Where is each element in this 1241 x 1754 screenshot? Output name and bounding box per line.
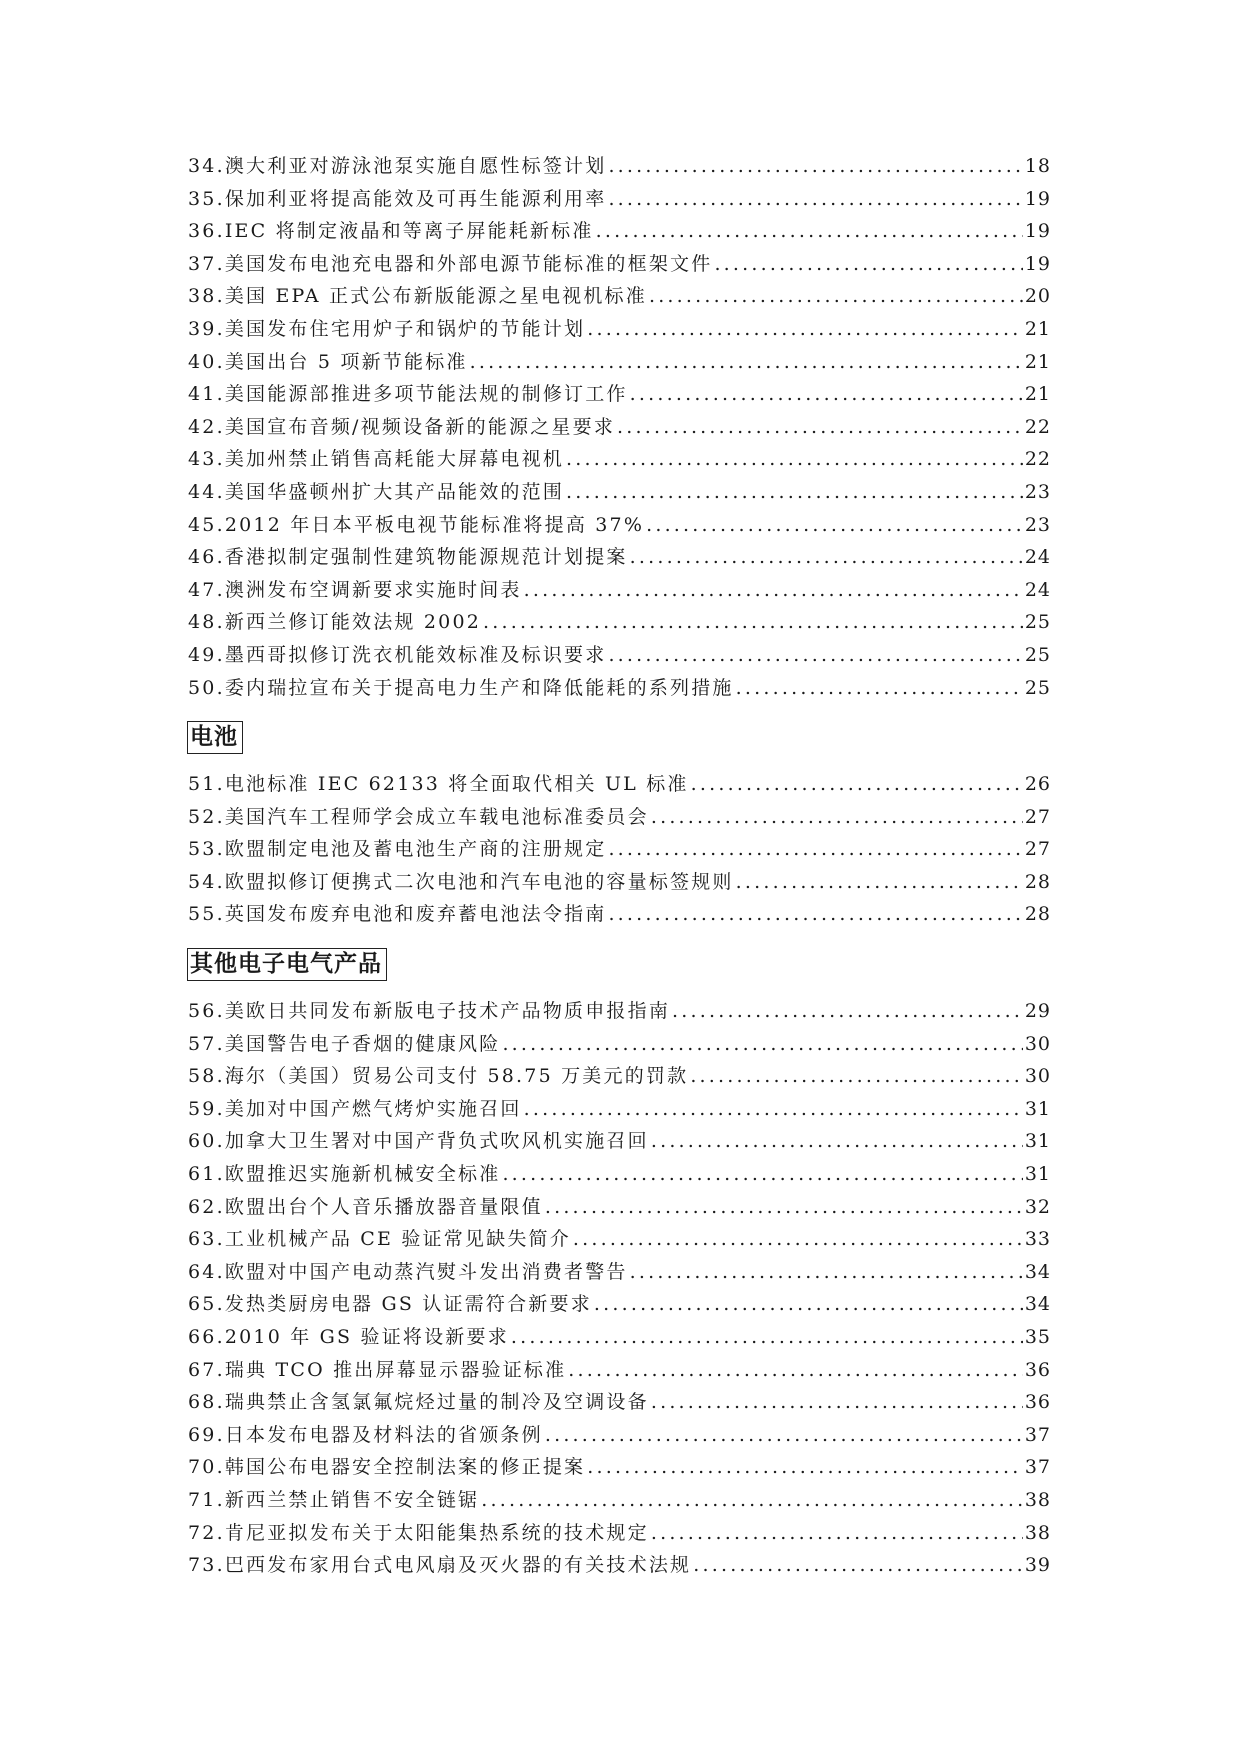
toc-entry[interactable] [188, 606, 1051, 639]
toc-entry-title: 保加利亚将提高能效及可再生能源利用率 [224, 187, 607, 210]
dot-leader [502, 1158, 1022, 1191]
section-heading-row [188, 704, 1051, 768]
toc-entry-number: 53. [188, 838, 225, 861]
toc-entry-number: 43. [188, 448, 225, 471]
toc-entry[interactable] [188, 280, 1051, 313]
toc-entry-title: 韩国公布电器安全控制法案的修正提案 [224, 1456, 586, 1479]
toc-entry-title: 电池标准 IEC 62133 将全面取代相关 UL 标准 [224, 773, 689, 796]
dot-leader [646, 509, 1023, 542]
toc-entry-number: 55. [188, 903, 225, 926]
dot-leader [470, 346, 1023, 379]
toc-entry[interactable] [188, 801, 1051, 834]
dot-leader [587, 313, 1023, 346]
toc-entry[interactable] [188, 215, 1051, 248]
toc-entry-page-number: 32 [1024, 1195, 1051, 1218]
dot-leader [545, 1191, 1023, 1224]
toc-entry-number: 38. [188, 285, 225, 308]
toc-entry[interactable] [188, 476, 1051, 509]
toc-entry[interactable] [188, 1191, 1051, 1224]
dot-leader [483, 606, 1023, 639]
toc-entry-page-number: 25 [1024, 611, 1051, 634]
toc-entry[interactable] [188, 378, 1051, 411]
toc-entry-page-number: 34 [1024, 1260, 1051, 1283]
dot-leader [608, 639, 1022, 672]
toc-entry[interactable] [188, 183, 1051, 216]
toc-entry-title: 美国 EPA 正式公布新版能源之星电视机标准 [224, 285, 647, 308]
toc-entry-page-number: 39 [1024, 1554, 1051, 1577]
dot-leader [608, 898, 1022, 931]
toc-entry-page-number: 35 [1024, 1326, 1051, 1348]
toc-entry-title: 美加州禁止销售高耗能大屏幕电视机 [224, 448, 565, 471]
dot-leader [651, 1386, 1023, 1419]
toc-entry-page-number: 36 [1024, 1358, 1051, 1381]
dot-leader [566, 476, 1023, 509]
toc-entry-title: 美国汽车工程师学会成立车载电池标准委员会 [224, 805, 649, 828]
toc-entry[interactable] [188, 1549, 1051, 1582]
toc-entry-number: 61. [188, 1163, 225, 1186]
toc-entry[interactable] [188, 833, 1051, 866]
toc-entry-number: 37. [188, 252, 225, 275]
toc-entry-number: 39. [188, 317, 225, 340]
toc-entry-title: 瑞典禁止含氢氯氟烷烃过量的制冷及空调设备 [224, 1391, 649, 1414]
toc-entry-number: 49. [188, 643, 225, 666]
toc-entry-title: 2010 年 GS 验证将设新要求 [224, 1326, 509, 1348]
toc-entry-page-number: 28 [1024, 870, 1051, 893]
toc-entry-page-number: 36 [1024, 1391, 1051, 1414]
toc-entry-title: 美国宣布音频/视频设备新的能源之星要求 [224, 415, 616, 438]
toc-entry-number: 50. [188, 676, 225, 699]
toc-entry-page-number: 24 [1024, 578, 1051, 601]
toc-entry-page-number: 38 [1024, 1521, 1051, 1544]
dot-leader [608, 833, 1022, 866]
dot-leader [594, 1288, 1023, 1321]
toc-entry-number: 52. [188, 805, 225, 828]
toc-entry-page-number: 31 [1024, 1130, 1051, 1153]
toc-entry-page-number: 25 [1024, 643, 1051, 666]
toc-entry-page-number: 27 [1024, 838, 1051, 861]
toc-entry-page-number: 37 [1024, 1456, 1051, 1479]
toc-entry[interactable] [188, 509, 1051, 542]
dot-leader [736, 672, 1023, 705]
dot-leader [630, 1256, 1023, 1289]
toc-entry-number: 68. [188, 1391, 225, 1414]
toc-entry-number: 62. [188, 1195, 225, 1218]
toc-entry-page-number: 19 [1024, 187, 1051, 210]
toc-entry-number: 64. [188, 1260, 225, 1283]
toc-entry-title: 美国出台 5 项新节能标准 [224, 350, 468, 373]
toc-entry-title: 美国华盛顿州扩大其产品能效的范围 [224, 480, 565, 503]
toc-entry-number: 48. [188, 611, 225, 634]
toc-entry-title: 美国发布住宅用炉子和锅炉的节能计划 [224, 317, 586, 340]
toc-entry-title: 欧盟出台个人音乐播放器音量限值 [224, 1195, 543, 1218]
dot-leader [693, 1549, 1023, 1582]
toc-entry-page-number: 24 [1024, 546, 1051, 569]
dot-leader [651, 1517, 1023, 1550]
toc-entry-number: 58. [188, 1065, 225, 1088]
toc-entry-title: 美国能源部推进多项节能法规的制修订工作 [224, 383, 628, 406]
dot-leader [714, 248, 1022, 281]
toc-entry-page-number: 30 [1024, 1065, 1051, 1088]
toc-entry[interactable] [188, 1060, 1051, 1093]
toc-entry[interactable] [188, 411, 1051, 444]
toc-entry[interactable] [188, 1256, 1051, 1289]
toc-entry-title: 加拿大卫生署对中国产背负式吹风机实施召回 [224, 1130, 649, 1153]
toc-entry-number: 40. [188, 350, 225, 373]
toc-entry-number: 56. [188, 1000, 225, 1023]
dot-leader [502, 1028, 1022, 1061]
toc-entry-page-number: 34 [1024, 1293, 1051, 1316]
toc-entry-number: 42. [188, 415, 225, 438]
toc-entry-number: 69. [188, 1423, 225, 1446]
toc-entry[interactable] [188, 1223, 1051, 1256]
dot-leader [587, 1451, 1023, 1484]
dot-leader [608, 150, 1022, 183]
toc-entry-page-number: 31 [1024, 1163, 1051, 1186]
toc-entry-title: 英国发布废弃电池和废弃蓄电池法令指南 [224, 903, 607, 926]
toc-entry-title: 委内瑞拉宣布关于提高电力生产和降低能耗的系列措施 [224, 676, 734, 699]
toc-entry-title: IEC 将制定液晶和等离子屏能耗新标准 [224, 220, 594, 243]
toc-entry-title: 欧盟对中国产电动蒸汽熨斗发出消费者警告 [224, 1260, 628, 1283]
toc-entry-page-number: 18 [1024, 155, 1051, 177]
toc-entry[interactable] [188, 1321, 1051, 1354]
toc-entry-number: 34. [188, 155, 225, 177]
toc-entry[interactable] [188, 574, 1051, 607]
toc-entry-number: 70. [188, 1456, 225, 1479]
toc-entry-number: 47. [188, 578, 225, 601]
dot-leader [511, 1321, 1023, 1354]
toc-entry-title: 工业机械产品 CE 验证常见缺失简介 [224, 1228, 571, 1251]
toc-entry[interactable] [188, 672, 1051, 705]
toc-entry[interactable] [188, 313, 1051, 346]
toc-entry-title: 新西兰修订能效法规 2002 [224, 611, 482, 634]
toc-entry-number: 41. [188, 383, 225, 406]
toc-entry-title: 香港拟制定强制性建筑物能源规范计划提案 [224, 546, 628, 569]
toc-entry-page-number: 28 [1024, 903, 1051, 926]
toc-entry-title: 瑞典 TCO 推出屏幕显示器验证标准 [224, 1358, 567, 1381]
dot-leader [524, 1093, 1023, 1126]
toc-entry-number: 57. [188, 1032, 225, 1055]
toc-entry[interactable] [188, 768, 1051, 801]
toc-entry-title: 肯尼亚拟发布关于太阳能集热系统的技术规定 [224, 1521, 649, 1544]
toc-entry-title: 澳洲发布空调新要求实施时间表 [224, 578, 522, 601]
toc-entry-page-number: 27 [1024, 805, 1051, 828]
toc-entry-title: 欧盟拟修订便携式二次电池和汽车电池的容量标签规则 [224, 870, 734, 893]
toc-entry-title: 巴西发布家用台式电风扇及灭火器的有关技术法规 [224, 1554, 692, 1577]
toc-entry-page-number: 19 [1024, 252, 1051, 275]
dot-leader [596, 215, 1023, 248]
toc-entry-title: 新西兰禁止销售不安全链锯 [224, 1488, 480, 1511]
dot-leader [608, 183, 1022, 216]
dot-leader [524, 574, 1023, 607]
toc-entry-page-number: 30 [1024, 1032, 1051, 1055]
toc-entry-title: 2012 年日本平板电视节能标准将提高 37% [224, 513, 645, 536]
toc-entry[interactable] [188, 1419, 1051, 1452]
toc-entry-number: 65. [188, 1293, 225, 1316]
toc-entry-title: 墨西哥拟修订洗衣机能效标准及标识要求 [224, 643, 607, 666]
toc-entry[interactable] [188, 1158, 1051, 1191]
toc-entry[interactable] [188, 1288, 1051, 1321]
toc-entry-number: 59. [188, 1097, 225, 1120]
toc-entry-page-number: 25 [1024, 676, 1051, 699]
toc-entry-number: 73. [188, 1554, 225, 1577]
toc-entry[interactable] [188, 248, 1051, 281]
toc-entry-title: 海尔（美国）贸易公司支付 58.75 万美元的罚款 [224, 1065, 689, 1088]
toc-entry-number: 71. [188, 1488, 225, 1511]
dot-leader [690, 1060, 1023, 1093]
toc-entry[interactable] [188, 1386, 1051, 1419]
toc-entry-page-number: 20 [1024, 285, 1051, 308]
toc-entry-page-number: 23 [1024, 480, 1051, 503]
toc-entry[interactable] [188, 1093, 1051, 1126]
toc-entry-title: 欧盟推迟实施新机械安全标准 [224, 1163, 501, 1186]
toc-entry-number: 66. [188, 1326, 225, 1348]
dot-leader [566, 443, 1023, 476]
toc-entry[interactable] [188, 1484, 1051, 1517]
toc-entry-title: 澳大利亚对游泳池泵实施自愿性标签计划 [224, 155, 607, 177]
toc-entry[interactable] [188, 346, 1051, 379]
dot-leader [568, 1354, 1023, 1387]
toc-entry[interactable] [188, 1517, 1051, 1550]
toc-entry-number: 46. [188, 546, 225, 569]
dot-leader [617, 411, 1023, 444]
toc-entry[interactable] [188, 995, 1051, 1028]
dot-leader [651, 1125, 1023, 1158]
toc-entry[interactable] [188, 639, 1051, 672]
toc-entry-number: 72. [188, 1521, 225, 1544]
toc-entry[interactable] [188, 443, 1051, 476]
toc-entry-title: 美欧日共同发布新版电子技术产品物质申报指南 [224, 1000, 671, 1023]
toc-entry-title: 日本发布电器及材料法的省颁条例 [224, 1423, 543, 1446]
toc-entry-title: 美国发布电池充电器和外部电源节能标准的框架文件 [224, 252, 713, 275]
dot-leader [545, 1419, 1023, 1452]
toc-entry-page-number: 22 [1024, 415, 1051, 438]
toc-entry[interactable] [188, 1028, 1051, 1061]
toc-entry-number: 63. [188, 1228, 225, 1251]
section-heading-row [188, 931, 1051, 995]
dot-leader [481, 1484, 1023, 1517]
toc-entry-page-number: 21 [1024, 383, 1051, 406]
toc-entry-number: 54. [188, 870, 225, 893]
section-heading: 其他电子电气产品 [187, 948, 387, 981]
toc-entry-page-number: 38 [1024, 1488, 1051, 1511]
toc-entry-title: 发热类厨房电器 GS 认证需符合新要求 [224, 1293, 592, 1316]
toc-entry-page-number: 31 [1024, 1097, 1051, 1120]
toc-entry-title: 美加对中国产燃气烤炉实施召回 [224, 1097, 522, 1120]
dot-leader [672, 995, 1023, 1028]
toc-entry[interactable] [188, 898, 1051, 931]
toc-entry-page-number: 37 [1024, 1423, 1051, 1446]
toc-entry-number: 45. [188, 513, 225, 536]
table-of-contents [188, 150, 1051, 1582]
toc-entry-page-number: 19 [1024, 220, 1051, 243]
dot-leader [651, 801, 1023, 834]
dot-leader [649, 280, 1023, 313]
toc-entry-page-number: 23 [1024, 513, 1051, 536]
dot-leader [691, 768, 1023, 801]
toc-entry-page-number: 21 [1024, 317, 1051, 340]
toc-entry-number: 35. [188, 187, 225, 210]
toc-entry-number: 44. [188, 480, 225, 503]
toc-entry[interactable] [188, 541, 1051, 574]
toc-entry-title: 欧盟制定电池及蓄电池生产商的注册规定 [224, 838, 607, 861]
dot-leader [630, 541, 1023, 574]
toc-entry-page-number: 21 [1024, 350, 1051, 373]
toc-entry-number: 51. [188, 773, 225, 796]
toc-entry-number: 60. [188, 1130, 225, 1153]
toc-entry[interactable] [188, 1125, 1051, 1158]
toc-entry[interactable] [188, 866, 1051, 899]
toc-entry-page-number: 29 [1024, 1000, 1051, 1023]
toc-entry[interactable] [188, 1354, 1051, 1387]
section-heading: 电池 [187, 721, 243, 754]
toc-entry-title: 美国警告电子香烟的健康风险 [224, 1032, 501, 1055]
toc-entry-page-number: 33 [1024, 1228, 1051, 1251]
dot-leader [630, 378, 1023, 411]
toc-entry-number: 36. [188, 220, 225, 243]
dot-leader [573, 1223, 1023, 1256]
dot-leader [736, 866, 1023, 899]
toc-entry[interactable] [188, 1451, 1051, 1484]
toc-entry[interactable] [188, 150, 1051, 183]
toc-entry-page-number: 26 [1024, 773, 1051, 796]
toc-entry-page-number: 22 [1024, 448, 1051, 471]
toc-entry-number: 67. [188, 1358, 225, 1381]
